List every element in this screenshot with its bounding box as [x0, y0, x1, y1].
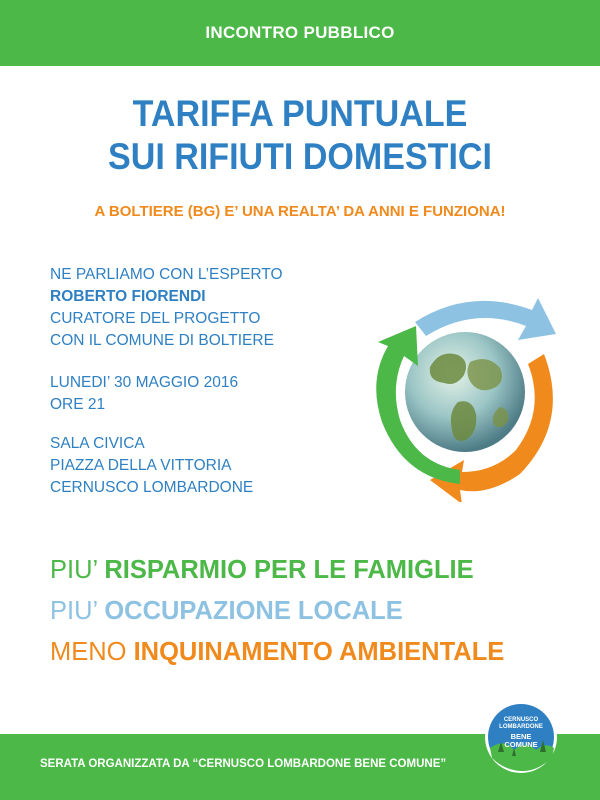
logo-line-4: COMUNE	[504, 740, 538, 749]
venue-block	[50, 433, 253, 499]
speaker-name: ROBERTO FIORENDI	[50, 288, 206, 305]
slogan-1-highlight: RISPARMIO PER LE FAMIGLIE	[104, 556, 474, 584]
slogan-2-prefix: PIU’	[50, 597, 105, 625]
speaker-intro: NE PARLIAMO CON L’ESPERTO	[50, 266, 283, 283]
venue-line-2: PIAZZA DELLA VITTORIA	[50, 457, 232, 474]
blue-arrow-icon	[415, 298, 556, 340]
organizer-logo	[484, 700, 558, 774]
slogan-2	[50, 596, 403, 626]
logo-line-1: CERNUSCO	[503, 717, 539, 723]
venue-line-3: CERNUSCO LOMBARDONE	[50, 479, 254, 496]
footer-text: SERATA ORGANIZZATA DA “CERNUSCO LOMBARDONE BENE COMUNE”	[40, 758, 447, 770]
slogan-3-prefix: MENO	[50, 638, 134, 666]
venue-line-1: SALA CIVICA	[50, 435, 145, 452]
header-label: INCONTRO PUBBLICO	[205, 23, 395, 42]
slogan-2-highlight: OCCUPAZIONE LOCALE	[104, 597, 403, 625]
subtitle: A BOLTIERE (BG) E’ UNA REALTA’ DA ANNI E FUNZIONA!	[94, 203, 506, 220]
logo-line-2: LOMBARDONE	[499, 724, 543, 730]
event-datetime	[50, 372, 238, 416]
slogan-3-highlight: INQUINAMENTO AMBIENTALE	[133, 638, 505, 666]
logo-line-3: BENE	[510, 732, 532, 741]
speaker-role-line-1: CURATORE DEL PROGETTO	[50, 310, 261, 327]
recycling-globe-icon	[360, 282, 570, 502]
slogan-1-prefix: PIU’	[50, 556, 105, 584]
title-line-2: SUI RIFIUTI DOMESTICI	[108, 136, 492, 177]
header-banner	[0, 0, 600, 66]
event-date: LUNEDI’ 30 MAGGIO 2016	[50, 374, 239, 391]
slogan-3	[50, 637, 504, 667]
slogan-1	[50, 555, 474, 585]
event-time: ORE 21	[50, 396, 106, 413]
speaker-block	[50, 264, 283, 352]
title-line-1: TARIFFA PUNTUALE	[132, 93, 468, 134]
speaker-role-line-2: CON IL COMUNE DI BOLTIERE	[50, 332, 274, 349]
